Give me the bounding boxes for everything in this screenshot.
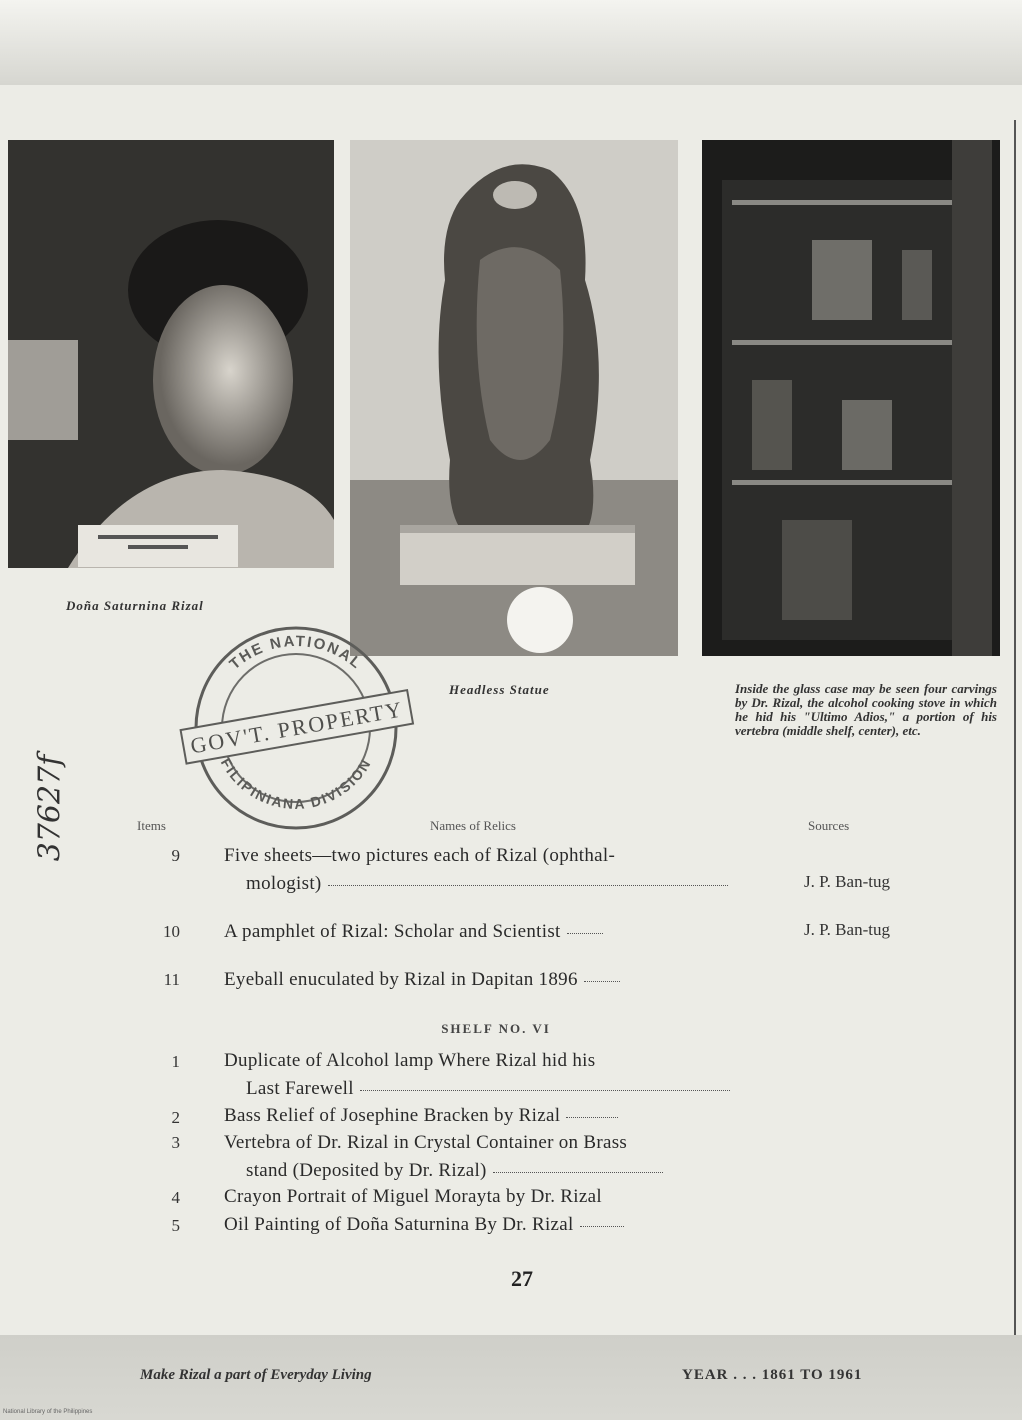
glass-case-photo	[702, 140, 1000, 656]
shelf-heading	[0, 1021, 1022, 1037]
relic-line: Oil Painting of Doña Saturnina By Dr. Rizal	[224, 1214, 574, 1235]
svg-text:THE NATIONAL	[226, 633, 365, 673]
row-number: 11	[163, 970, 180, 989]
relic-name	[224, 1183, 786, 1211]
row-number: 9	[171, 846, 180, 865]
row-number: 3	[171, 1133, 180, 1152]
leader-dots	[566, 1116, 618, 1118]
leader-dots	[328, 884, 728, 886]
relic-line: stand (Deposited by Dr. Rizal)	[246, 1160, 487, 1181]
shelf-heading-text: SHELF NO. VI	[441, 1021, 551, 1036]
relic-line: A pamphlet of Rizal: Scholar and Scientist	[224, 921, 561, 942]
row-number: 1	[171, 1052, 180, 1071]
col-names-header: Names of Relics	[430, 818, 516, 833]
relic-line: Crayon Portrait of Miguel Morayta by Dr. Rizal	[224, 1186, 602, 1207]
top-margin	[0, 0, 1022, 85]
relic-name	[224, 918, 786, 946]
leader-dots	[360, 1089, 730, 1091]
relic-name	[224, 1129, 786, 1185]
handwritten-text: 37627f	[32, 754, 68, 862]
footer-slogan: Make Rizal a part of Everyday Living	[140, 1367, 372, 1383]
relic-line: mologist)	[246, 873, 322, 894]
relic-line: Vertebra of Dr. Rizal in Crystal Container on Brass	[224, 1132, 628, 1153]
svg-text:FILIPINIANA DIVISION	[218, 755, 374, 812]
leader-dots	[584, 980, 620, 982]
col-items-header: Items	[137, 818, 166, 833]
col-sources-header: Sources	[808, 818, 850, 833]
relic-line: Bass Relief of Josephine Bracken by Rizal	[224, 1105, 561, 1126]
relic-name	[224, 1047, 786, 1103]
stamp-bottom-text: FILIPINIANA DIVISION	[217, 755, 375, 813]
page-edge	[1014, 120, 1016, 1380]
relic-name	[224, 1211, 786, 1239]
relic-line: Eyeball enuculated by Rizal in Dapitan 1896	[224, 969, 578, 990]
stamp-top-text: THE NATIONAL	[226, 632, 366, 674]
portrait-photo	[8, 140, 334, 568]
row-number: 4	[171, 1188, 180, 1207]
leader-dots	[580, 1225, 624, 1227]
stamp-band-text: GOV'T. PROPERTY	[188, 696, 406, 759]
row-number: 5	[171, 1216, 180, 1235]
relic-name	[224, 842, 786, 898]
page-number: 27	[511, 1266, 533, 1291]
relic-name	[224, 1102, 786, 1130]
handwritten-note	[20, 728, 80, 888]
relic-line: Five sheets—two pictures each of Rizal (ophthal-	[224, 845, 616, 866]
government-property-stamp	[168, 606, 424, 836]
caption-glass-case: Inside the glass case may be seen four carvings by Dr. Rizal, the alcohol cooking stove in which he hid his "Ultimo Adios," a portion of his vertebra (middle shelf, center), etc.	[735, 681, 997, 738]
relic-line: Duplicate of Alcohol lamp Where Rizal hid his	[224, 1050, 596, 1071]
library-credit: National Library of the Philippines	[3, 1409, 93, 1415]
caption-statue: Headless Statue	[449, 682, 550, 697]
relic-source: J. P. Ban-tug	[804, 920, 890, 939]
relic-name	[224, 966, 786, 994]
row-number: 2	[171, 1108, 180, 1127]
relic-source: J. P. Ban-tug	[804, 872, 890, 891]
statue-photo	[350, 140, 678, 656]
leader-dots	[493, 1171, 663, 1173]
caption-portrait: Doña Saturnina Rizal	[66, 598, 204, 613]
relic-line: Last Farewell	[246, 1078, 354, 1099]
footer-year: YEAR . . . 1861 TO 1961	[682, 1367, 863, 1383]
row-number: 10	[163, 922, 180, 941]
leader-dots	[567, 932, 603, 934]
